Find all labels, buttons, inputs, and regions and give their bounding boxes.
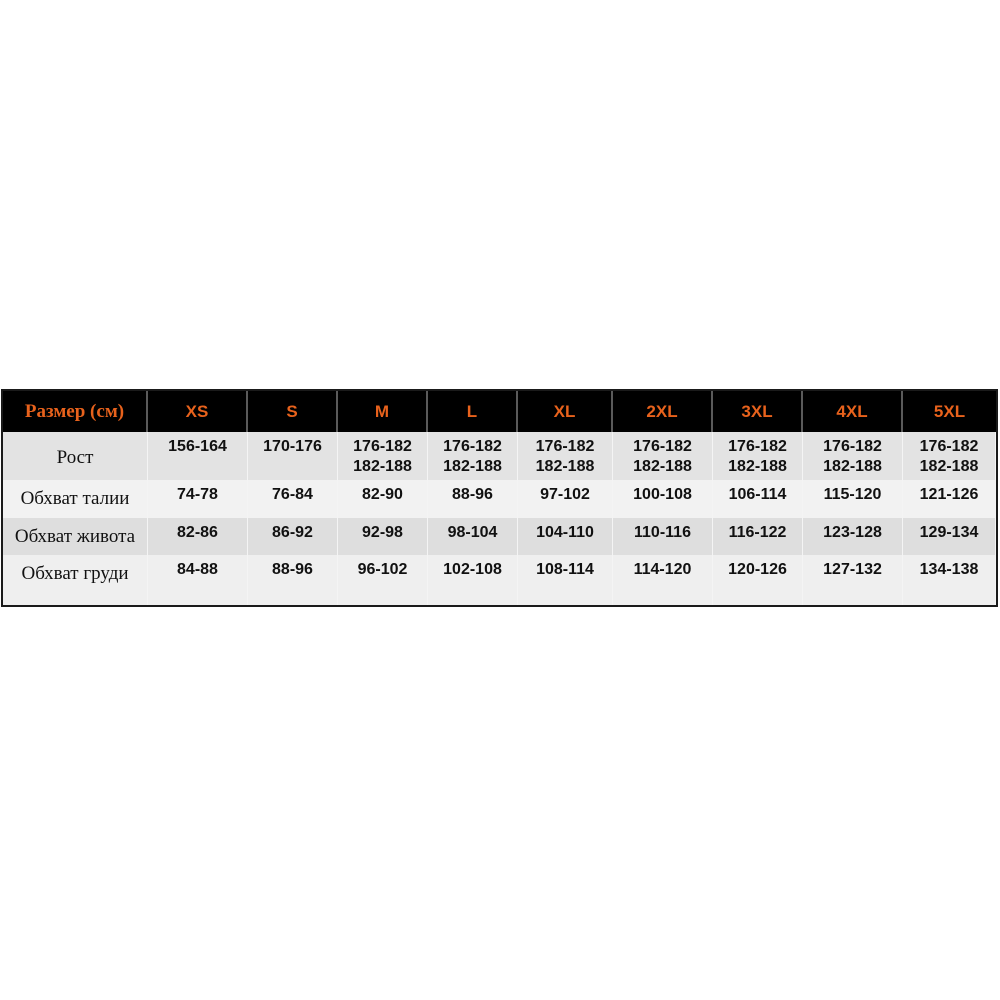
cell-line: 176-182 — [728, 438, 787, 455]
table-cell — [713, 432, 803, 480]
cell-line: 170-176 — [263, 438, 322, 455]
cell-line: 156-164 — [168, 438, 227, 455]
row-label: Обхват груди — [3, 555, 148, 605]
size-chart-table — [1, 389, 998, 607]
table-cell: 76-84 — [248, 480, 338, 518]
table-cell: 102-108 — [428, 555, 518, 605]
size-2xl: 2XL — [613, 391, 713, 432]
table-cell — [148, 432, 248, 480]
cell-line: 182-188 — [353, 458, 412, 475]
table-cell: 97-102 — [518, 480, 613, 518]
table-row-height — [3, 432, 996, 480]
table-cell: 127-132 — [803, 555, 903, 605]
table-cell: 129-134 — [903, 518, 996, 555]
cell-line: 182-188 — [728, 458, 787, 475]
cell-line: 176-182 — [633, 438, 692, 455]
table-cell: 114-120 — [613, 555, 713, 605]
table-cell — [518, 432, 613, 480]
cell-line: 176-182 — [353, 438, 412, 455]
table-cell: 115-120 — [803, 480, 903, 518]
table-cell — [903, 432, 996, 480]
size-l: L — [428, 391, 518, 432]
header-label: Размер (см) — [3, 391, 148, 432]
table-cell: 120-126 — [713, 555, 803, 605]
table-cell: 86-92 — [248, 518, 338, 555]
cell-line: 182-188 — [823, 458, 882, 475]
table-cell: 116-122 — [713, 518, 803, 555]
table-cell: 104-110 — [518, 518, 613, 555]
table-cell: 110-116 — [613, 518, 713, 555]
table-cell — [338, 432, 428, 480]
table-cell: 82-90 — [338, 480, 428, 518]
cell-line: 182-188 — [535, 458, 595, 475]
header-row — [3, 391, 996, 432]
table-cell — [428, 432, 518, 480]
table-cell: 88-96 — [248, 555, 338, 605]
table-cell: 123-128 — [803, 518, 903, 555]
table-cell: 108-114 — [518, 555, 613, 605]
table-cell: 74-78 — [148, 480, 248, 518]
table-cell — [803, 432, 903, 480]
size-m: M — [338, 391, 428, 432]
cell-line: 176-182 — [919, 438, 979, 455]
size-5xl: 5XL — [933, 401, 966, 421]
row-label: Рост — [3, 432, 148, 480]
table-cell: 98-104 — [428, 518, 518, 555]
table-cell — [248, 432, 338, 480]
table-row-chest — [3, 555, 996, 605]
table-cell: 92-98 — [338, 518, 428, 555]
table-cell: 134-138 — [903, 555, 996, 605]
cell-line: 182-188 — [919, 458, 979, 475]
table-cell: 106-114 — [713, 480, 803, 518]
cell-line: 176-182 — [823, 438, 882, 455]
cell-line: 182-188 — [633, 458, 692, 475]
table-cell: 82-86 — [148, 518, 248, 555]
size-xs: XS — [148, 391, 248, 432]
row-label: Обхват талии — [3, 480, 148, 518]
table-cell: 88-96 — [428, 480, 518, 518]
size-4xl: 4XL — [803, 391, 903, 432]
table-cell: 84-88 — [148, 555, 248, 605]
table-cell — [613, 432, 713, 480]
table-cell: 100-108 — [613, 480, 713, 518]
table-cell: 121-126 — [903, 480, 996, 518]
row-label: Обхват живота — [3, 518, 148, 555]
size-s: S — [248, 391, 338, 432]
cell-line: 182-188 — [443, 458, 502, 475]
cell-line: 176-182 — [443, 438, 502, 455]
cell-line: 176-182 — [535, 438, 595, 455]
size-xl: XL — [518, 391, 613, 432]
table-cell: 96-102 — [338, 555, 428, 605]
size-3xl: 3XL — [713, 391, 803, 432]
table-row-waist — [3, 480, 996, 518]
table-row-belly — [3, 518, 996, 555]
